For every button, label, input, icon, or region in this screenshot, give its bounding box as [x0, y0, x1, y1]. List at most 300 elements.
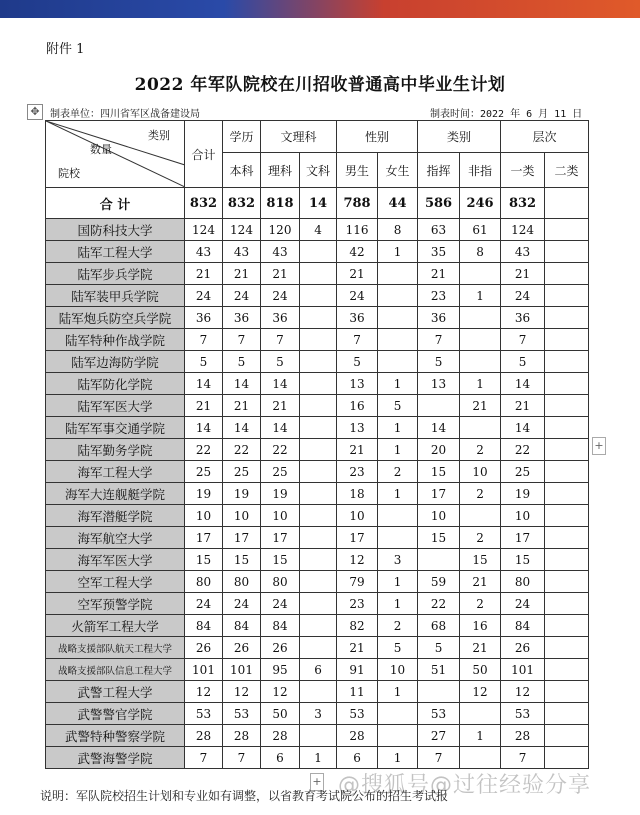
header-total: 合计 — [185, 121, 223, 188]
table-cell: 27 — [418, 725, 460, 747]
table-cell — [418, 681, 460, 703]
attachment-label: 附件 1 — [46, 42, 85, 57]
table-cell: 21 — [460, 395, 501, 417]
table-cell: 5 — [501, 351, 545, 373]
table-cell: 1 — [378, 417, 418, 439]
table-cell: 84 — [185, 615, 223, 637]
table-cell: 1 — [378, 241, 418, 263]
table-row — [46, 307, 589, 329]
table-cell — [545, 461, 589, 483]
sum-cell: 44 — [378, 188, 418, 219]
table-cell: 43 — [501, 241, 545, 263]
table-cell: 50 — [261, 703, 300, 725]
page-title: 2022 年军队院校在川招收普通高中毕业生计划 — [134, 75, 506, 95]
table-cell — [545, 549, 589, 571]
table-cell: 2 — [460, 483, 501, 505]
table-cell: 24 — [261, 285, 300, 307]
table-row — [46, 703, 589, 725]
table-cell: 10 — [501, 505, 545, 527]
table-cell: 25 — [261, 461, 300, 483]
table-cell: 7 — [185, 329, 223, 351]
corner-count-label: 数量 — [90, 143, 112, 156]
table-cell — [545, 417, 589, 439]
sum-cell: 818 — [261, 188, 300, 219]
table-cell — [545, 747, 589, 769]
school-name: 陆军工程大学 — [46, 241, 185, 263]
table-cell: 28 — [501, 725, 545, 747]
table-row — [46, 571, 589, 593]
table-cell: 124 — [185, 219, 223, 241]
table-cell: 21 — [223, 395, 261, 417]
school-name: 陆军军事交通学院 — [46, 417, 185, 439]
table-cell: 53 — [185, 703, 223, 725]
table-cell: 1 — [300, 747, 337, 769]
table-cell — [300, 505, 337, 527]
table-cell: 21 — [501, 395, 545, 417]
table-cell: 5 — [223, 351, 261, 373]
table-cell: 12 — [223, 681, 261, 703]
table-cell: 7 — [501, 329, 545, 351]
table-cell — [460, 307, 501, 329]
table-cell: 12 — [460, 681, 501, 703]
table-move-handle-icon[interactable]: ✥ — [27, 104, 43, 120]
table-cell: 5 — [185, 351, 223, 373]
table-row — [46, 285, 589, 307]
school-name: 陆军炮兵防空兵学院 — [46, 307, 185, 329]
table-cell: 10 — [223, 505, 261, 527]
table-cell: 15 — [185, 549, 223, 571]
table-cell: 21 — [261, 263, 300, 285]
table-cell: 12 — [185, 681, 223, 703]
table-cell — [545, 593, 589, 615]
table-cell — [378, 527, 418, 549]
table-cell: 28 — [337, 725, 378, 747]
table-row — [46, 549, 589, 571]
table-row — [46, 373, 589, 395]
table-cell — [300, 593, 337, 615]
table-cell: 15 — [501, 549, 545, 571]
table-cell — [545, 219, 589, 241]
table-cell: 10 — [378, 659, 418, 681]
table-cell: 22 — [501, 439, 545, 461]
footnote: 说明：军队院校招生计划和专业如有调整，以省教育考试院公布的招生考试报 — [40, 789, 449, 803]
table-cell: 22 — [185, 439, 223, 461]
table-cell — [300, 373, 337, 395]
table-cell: 11 — [337, 681, 378, 703]
table-cell: 1 — [460, 373, 501, 395]
table-cell: 17 — [185, 527, 223, 549]
table-cell: 15 — [418, 461, 460, 483]
table-cell: 53 — [223, 703, 261, 725]
table-cell: 7 — [418, 747, 460, 769]
enrollment-table — [45, 120, 589, 769]
table-cell: 101 — [501, 659, 545, 681]
table-cell — [300, 725, 337, 747]
header-category: 类别 — [418, 121, 501, 153]
school-name: 火箭军工程大学 — [46, 615, 185, 637]
header-like: 理科 — [261, 153, 300, 188]
table-cell — [300, 571, 337, 593]
corner-school-label: 院校 — [58, 167, 80, 180]
table-row — [46, 681, 589, 703]
table-cell: 1 — [378, 439, 418, 461]
school-name: 陆军步兵学院 — [46, 263, 185, 285]
school-name: 陆军勤务学院 — [46, 439, 185, 461]
header-wenke: 文科 — [300, 153, 337, 188]
table-cell — [300, 549, 337, 571]
table-cell: 21 — [337, 637, 378, 659]
sum-cell: 788 — [337, 188, 378, 219]
table-cell — [300, 263, 337, 285]
table-cell: 2 — [378, 461, 418, 483]
table-cell: 21 — [185, 263, 223, 285]
table-cell: 24 — [223, 593, 261, 615]
table-cell: 24 — [185, 593, 223, 615]
school-name: 战略支援部队信息工程大学 — [46, 659, 185, 681]
table-cell: 21 — [223, 263, 261, 285]
table-cell: 5 — [378, 395, 418, 417]
header-xueli: 学历 — [223, 121, 261, 153]
table-cell: 28 — [261, 725, 300, 747]
table-cell: 17 — [501, 527, 545, 549]
school-name: 武警工程大学 — [46, 681, 185, 703]
add-row-button[interactable]: + — [310, 773, 324, 791]
table-cell: 36 — [223, 307, 261, 329]
table-cell: 116 — [337, 219, 378, 241]
table-cell — [300, 527, 337, 549]
table-cell: 10 — [185, 505, 223, 527]
school-name: 武警警官学院 — [46, 703, 185, 725]
table-cell — [545, 285, 589, 307]
table-cell: 17 — [223, 527, 261, 549]
table-cell: 15 — [460, 549, 501, 571]
table-row — [46, 747, 589, 769]
table-row — [46, 527, 589, 549]
table-cell — [460, 329, 501, 351]
header-benke: 本科 — [223, 153, 261, 188]
table-cell: 63 — [418, 219, 460, 241]
table-cell: 10 — [460, 461, 501, 483]
table-cell: 24 — [223, 285, 261, 307]
table-cell: 36 — [501, 307, 545, 329]
table-cell: 19 — [185, 483, 223, 505]
table-cell: 6 — [261, 747, 300, 769]
table-cell: 1 — [378, 483, 418, 505]
maker-time: 制表时间：2022 年 6 月 11 日 — [430, 109, 583, 120]
table-cell: 14 — [185, 417, 223, 439]
table-cell: 5 — [261, 351, 300, 373]
table-row — [46, 329, 589, 351]
table-cell: 15 — [261, 549, 300, 571]
table-cell — [378, 351, 418, 373]
table-cell: 22 — [261, 439, 300, 461]
table-cell — [300, 329, 337, 351]
school-name: 陆军边海防学院 — [46, 351, 185, 373]
table-cell: 24 — [501, 285, 545, 307]
sum-cell: 832 — [501, 188, 545, 219]
table-cell: 21 — [418, 263, 460, 285]
table-cell: 7 — [223, 329, 261, 351]
table-cell: 35 — [418, 241, 460, 263]
table-cell: 19 — [223, 483, 261, 505]
table-cell: 80 — [223, 571, 261, 593]
table-cell — [545, 659, 589, 681]
table-cell — [545, 681, 589, 703]
sum-cell: 246 — [460, 188, 501, 219]
table-cell: 4 — [300, 219, 337, 241]
table-cell — [460, 263, 501, 285]
table-cell: 22 — [418, 593, 460, 615]
maker-unit: 制表单位：四川省军区战备建设局 — [50, 109, 200, 120]
table-cell: 20 — [418, 439, 460, 461]
sum-cell: 832 — [223, 188, 261, 219]
watermark: @搜狐号@过往经验分享 — [338, 773, 592, 798]
table-cell: 101 — [223, 659, 261, 681]
table-cell: 24 — [501, 593, 545, 615]
table-cell: 28 — [223, 725, 261, 747]
table-cell: 7 — [501, 747, 545, 769]
school-name: 陆军防化学院 — [46, 373, 185, 395]
table-cell — [460, 351, 501, 373]
table-cell: 2 — [460, 439, 501, 461]
table-cell: 84 — [501, 615, 545, 637]
table-cell: 10 — [337, 505, 378, 527]
table-cell: 25 — [223, 461, 261, 483]
table-cell — [460, 417, 501, 439]
table-cell: 14 — [223, 417, 261, 439]
table-cell: 15 — [418, 527, 460, 549]
table-cell: 43 — [223, 241, 261, 263]
table-cell: 6 — [337, 747, 378, 769]
school-name: 海军工程大学 — [46, 461, 185, 483]
table-cell: 59 — [418, 571, 460, 593]
table-cell: 22 — [223, 439, 261, 461]
table-cell: 25 — [501, 461, 545, 483]
table-cell: 1 — [378, 373, 418, 395]
table-cell: 7 — [185, 747, 223, 769]
header-feizhi: 非指 — [460, 153, 501, 188]
school-name: 陆军军医大学 — [46, 395, 185, 417]
header-zhihui: 指挥 — [418, 153, 460, 188]
table-cell: 5 — [418, 351, 460, 373]
table-row — [46, 461, 589, 483]
table-cell: 10 — [261, 505, 300, 527]
table-cell — [545, 351, 589, 373]
table-cell: 26 — [223, 637, 261, 659]
table-cell — [300, 285, 337, 307]
table-cell: 24 — [185, 285, 223, 307]
corner-category-label: 类别 — [148, 129, 170, 142]
table-cell: 18 — [337, 483, 378, 505]
table-cell: 84 — [261, 615, 300, 637]
table-cell: 17 — [261, 527, 300, 549]
table-cell: 21 — [501, 263, 545, 285]
table-cell: 14 — [261, 417, 300, 439]
table-cell: 82 — [337, 615, 378, 637]
table-cell: 7 — [261, 329, 300, 351]
table-cell — [300, 637, 337, 659]
table-row — [46, 505, 589, 527]
table-cell: 17 — [337, 527, 378, 549]
header-male: 男生 — [337, 153, 378, 188]
table-cell — [378, 725, 418, 747]
table-cell: 25 — [185, 461, 223, 483]
table-cell — [378, 505, 418, 527]
table-cell: 79 — [337, 571, 378, 593]
sum-cell: 832 — [185, 188, 223, 219]
table-cell: 1 — [460, 285, 501, 307]
table-cell — [378, 263, 418, 285]
table-cell: 68 — [418, 615, 460, 637]
table-cell: 36 — [418, 307, 460, 329]
table-cell: 10 — [418, 505, 460, 527]
table-cell — [545, 483, 589, 505]
table-cell — [300, 483, 337, 505]
table-cell — [545, 637, 589, 659]
header-wenli: 文理科 — [261, 121, 337, 153]
table-row — [46, 637, 589, 659]
table-cell — [545, 329, 589, 351]
table-row — [46, 395, 589, 417]
table-cell — [300, 615, 337, 637]
table-cell: 14 — [223, 373, 261, 395]
table-cell: 23 — [418, 285, 460, 307]
table-cell: 36 — [185, 307, 223, 329]
table-cell — [545, 395, 589, 417]
school-name: 陆军特种作战学院 — [46, 329, 185, 351]
header-corner-cell — [46, 121, 185, 188]
school-name: 空军预警学院 — [46, 593, 185, 615]
table-cell: 124 — [223, 219, 261, 241]
table-cell: 26 — [261, 637, 300, 659]
school-name: 武警特种警察学院 — [46, 725, 185, 747]
table-cell: 19 — [261, 483, 300, 505]
table-cell: 50 — [460, 659, 501, 681]
table-cell: 19 — [501, 483, 545, 505]
school-name: 国防科技大学 — [46, 219, 185, 241]
table-cell — [300, 681, 337, 703]
add-column-button[interactable]: + — [592, 437, 606, 455]
table-cell — [545, 263, 589, 285]
header-female: 女生 — [378, 153, 418, 188]
table-cell: 53 — [501, 703, 545, 725]
table-cell: 13 — [337, 417, 378, 439]
table-cell: 43 — [185, 241, 223, 263]
table-cell: 120 — [261, 219, 300, 241]
table-row — [46, 593, 589, 615]
table-cell: 6 — [300, 659, 337, 681]
table-cell: 2 — [460, 593, 501, 615]
table-cell — [418, 395, 460, 417]
table-cell: 1 — [378, 681, 418, 703]
table-cell — [418, 549, 460, 571]
table-cell: 21 — [337, 263, 378, 285]
table-cell: 7 — [418, 329, 460, 351]
sum-cell — [545, 188, 589, 219]
school-name: 武警海警学院 — [46, 747, 185, 769]
table-cell: 15 — [223, 549, 261, 571]
table-cell: 28 — [185, 725, 223, 747]
table-cell — [378, 285, 418, 307]
school-name: 海军航空大学 — [46, 527, 185, 549]
table-cell — [545, 615, 589, 637]
table-cell — [460, 747, 501, 769]
table-row — [46, 483, 589, 505]
table-row — [46, 351, 589, 373]
table-cell: 13 — [418, 373, 460, 395]
sum-label: 合 计 — [46, 188, 185, 219]
sum-row — [46, 188, 589, 219]
sum-cell: 14 — [300, 188, 337, 219]
table-cell: 12 — [261, 681, 300, 703]
table-row — [46, 219, 589, 241]
table-cell: 36 — [337, 307, 378, 329]
table-cell — [545, 307, 589, 329]
table-cell: 12 — [337, 549, 378, 571]
table-cell — [545, 373, 589, 395]
table-cell — [545, 571, 589, 593]
school-name: 海军大连舰艇学院 — [46, 483, 185, 505]
table-cell: 91 — [337, 659, 378, 681]
table-cell: 36 — [261, 307, 300, 329]
table-cell: 26 — [185, 637, 223, 659]
sum-cell: 586 — [418, 188, 460, 219]
table-cell: 124 — [501, 219, 545, 241]
table-cell: 53 — [337, 703, 378, 725]
table-cell: 23 — [337, 461, 378, 483]
table-cell: 21 — [460, 637, 501, 659]
table-row — [46, 241, 589, 263]
table-cell — [545, 241, 589, 263]
table-cell: 26 — [501, 637, 545, 659]
table-cell: 2 — [378, 615, 418, 637]
table-cell — [300, 307, 337, 329]
table-cell — [378, 329, 418, 351]
table-cell: 7 — [337, 329, 378, 351]
table-cell: 53 — [418, 703, 460, 725]
table-cell: 21 — [337, 439, 378, 461]
table-cell: 14 — [261, 373, 300, 395]
table-cell: 1 — [378, 747, 418, 769]
table-cell — [300, 351, 337, 373]
table-row — [46, 439, 589, 461]
table-cell — [300, 241, 337, 263]
table-cell — [300, 439, 337, 461]
table-cell — [460, 505, 501, 527]
table-row — [46, 659, 589, 681]
school-name: 海军军医大学 — [46, 549, 185, 571]
table-cell: 95 — [261, 659, 300, 681]
table-cell: 16 — [337, 395, 378, 417]
top-banner — [0, 0, 640, 18]
table-cell — [378, 307, 418, 329]
table-row — [46, 725, 589, 747]
school-name: 战略支援部队航天工程大学 — [46, 637, 185, 659]
table-cell — [545, 439, 589, 461]
table-cell: 5 — [418, 637, 460, 659]
table-row — [46, 417, 589, 439]
table-cell — [300, 461, 337, 483]
table-cell: 13 — [337, 373, 378, 395]
table-cell: 14 — [501, 417, 545, 439]
table-cell: 16 — [460, 615, 501, 637]
table-cell: 14 — [418, 417, 460, 439]
school-name: 海军潜艇学院 — [46, 505, 185, 527]
table-cell: 5 — [337, 351, 378, 373]
table-cell — [378, 703, 418, 725]
header-gender: 性别 — [337, 121, 418, 153]
table-cell: 21 — [261, 395, 300, 417]
